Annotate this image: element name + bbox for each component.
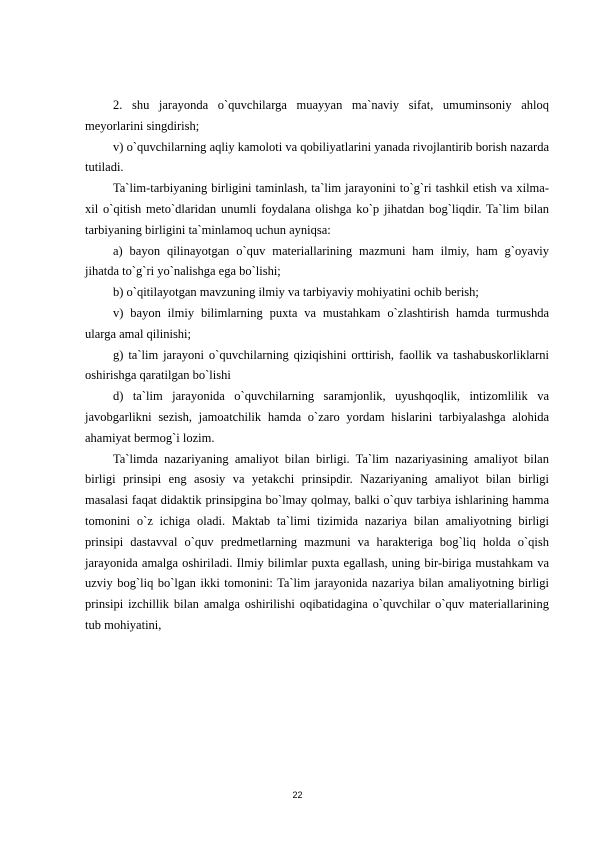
paragraph-2: v) o`quvchilarning aqliy kamoloti va qobiliyatlarini yanada rivojlantirib borish nazarda tutiladi. <box>85 139 549 175</box>
body-text <box>85 95 549 636</box>
paragraph-3: Ta`lim-tarbiyaning birligini taminlash, ta`lim jarayonini to`g`ri tashkil etish va xilma-xil o`qitish meto`dlaridan unumli foydalana olishga ko`p jihatdan bog`liqdir. Ta`lim bilan tarbiyaning birligini ta`minlamoq uchun ayniqsa: <box>85 181 549 237</box>
paragraph-9: Ta`limda nazariyaning amaliyot bilan birligi. Ta`lim nazariyasining amaliyot bilan birligi prinsipi eng asosiy va yetakchi prinsipdir. Nazariyaning amaliyot bilan birligi masalasi faqat didaktik prinsipgina bo`lmay qolmay, balki o`quv tarbiya ishlarining hamma tomonini o`z ichiga oladi. Maktab ta`limi tizimida nazariya bilan amaliyotning birligi prinsipi dastavval o`quv predmetlarning mazmuni va harakteriga bog`liq holda o`qish jarayonida amalga oshiriladi. Ilmiy bilimlar puxta egallash, uning bir-biriga mustahkam va uzviy bog`liq bo`lgan ikki tomonini: Ta`lim jarayonida nazariya bilan amaliyotning birligi prinsipi izchillik bilan amalga oshirilishi oqibatidagina o`quvchilar o`quv materiallarining tub mohiyatini, <box>85 451 549 632</box>
paragraph-5: b) o`qitilayotgan mavzuning ilmiy va tarbiyaviy mohiyatini ochib berish; <box>113 285 479 300</box>
paragraph-6: v) bayon ilmiy bilimlarning puxta va mustahkam o`zlashtirish hamda turmushda ularga amal qilinishi; <box>85 305 549 341</box>
paragraph-7: g) ta`lim jarayoni o`quvchilarning qiziqishini orttirish, faollik va tashabuskorliklarni oshirishga qaratilgan bo`lishi <box>85 347 549 383</box>
paragraph-4: a) bayon qilinayotgan o`quv materiallarining mazmuni ham ilmiy, ham g`oyaviy jihatda to`g`ri yo`nalishga ega bo`lishi; <box>85 243 549 279</box>
paragraph-8: d) ta`lim jarayonida o`quvchilarning saramjonlik, uyushqoqlik, intizomlilik va javobgarlikni sezish, jamoatchilik hamda o`zaro yordam hislarini tarbiyalashga alohida ahamiyat bermog`i lozim. <box>85 389 549 445</box>
page-number: 22 <box>292 790 303 800</box>
paragraph-1: 2. shu jarayonda o`quvchilarga muayyan ma`naviy sifat, umuminsoniy ahloq meyorlarini singdirish; <box>85 98 549 133</box>
